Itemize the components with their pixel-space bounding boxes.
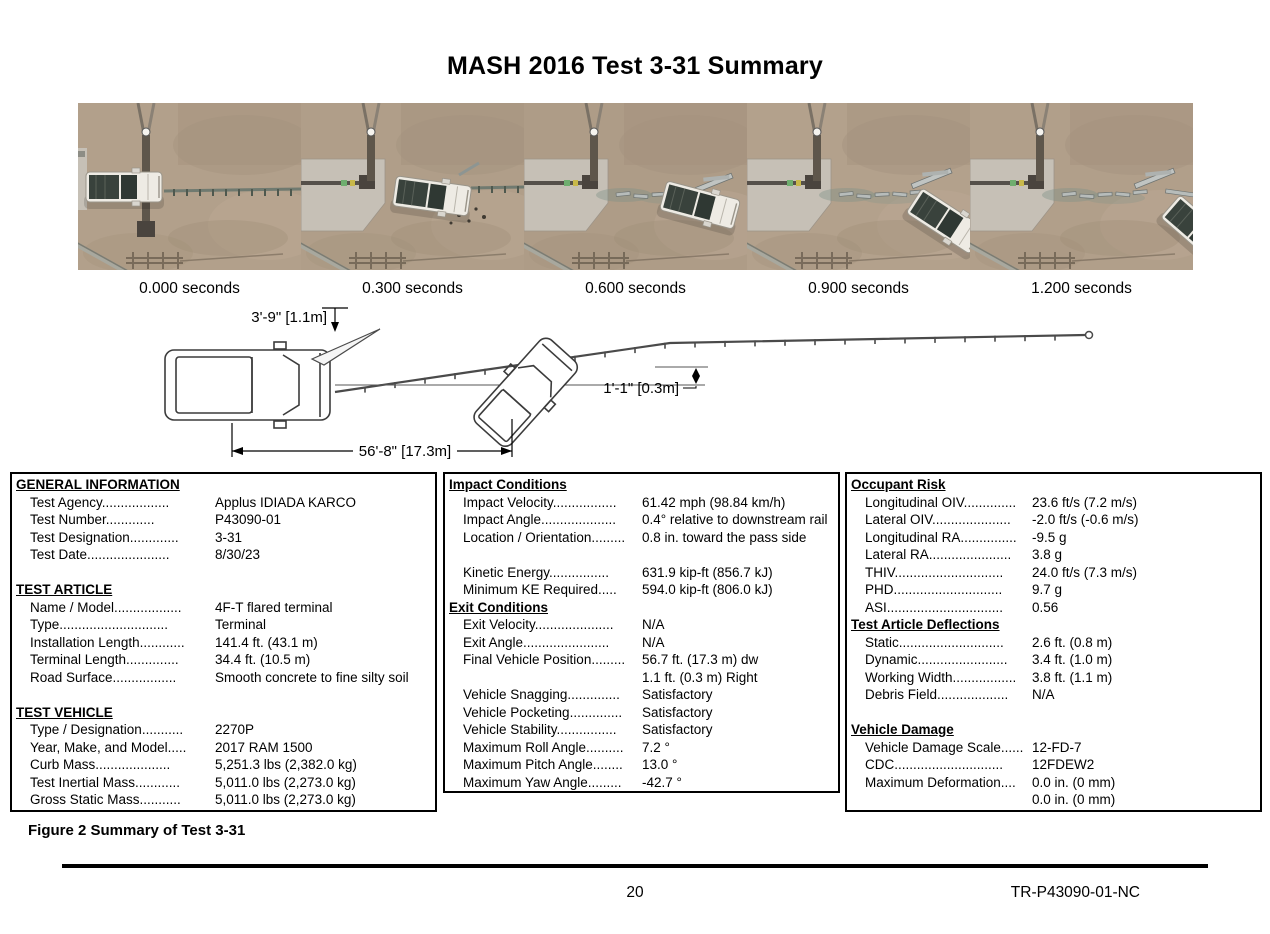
row-value: 1.1 ft. (0.3 m) Right — [642, 669, 758, 685]
row-value: 9.7 g — [1032, 582, 1063, 597]
row-value: Satisfactory — [642, 704, 713, 720]
row-value: N/A — [1032, 687, 1055, 702]
row-value: 5,011.0 lbs (2,273.0 kg) — [215, 774, 356, 790]
data-row — [847, 669, 1260, 687]
row-value: 4F-T flared terminal — [215, 599, 333, 615]
page-number: 20 — [626, 884, 644, 901]
row-label: Vehicle Snagging.............. — [463, 687, 620, 702]
row-value: -42.7 ° — [642, 774, 682, 790]
data-row — [847, 651, 1260, 669]
section-gap — [847, 704, 1260, 722]
crash-photo-frame-2 — [301, 103, 524, 270]
footer-rule — [62, 864, 1208, 868]
section-header: Vehicle Damage — [851, 722, 954, 737]
row-value: -9.5 g — [1032, 529, 1067, 545]
crash-photo-frame-5 — [970, 103, 1193, 270]
data-row — [445, 634, 838, 652]
data-row — [847, 494, 1260, 512]
row-label: Maximum Yaw Angle......... — [463, 774, 622, 790]
section-header: TEST ARTICLE — [16, 582, 113, 597]
row-label: Test Agency.................. — [30, 494, 170, 510]
row-value: 24.0 ft/s (7.3 m/s) — [1032, 564, 1138, 580]
lateral-offset-label: 1'-1" [0.3m] — [603, 380, 679, 397]
terminal-flare — [312, 329, 380, 365]
row-label: THIV............................. — [865, 564, 1004, 580]
data-row — [12, 599, 435, 617]
data-row — [12, 791, 435, 809]
row-value: 34.4 ft. (10.5 m) — [215, 652, 311, 667]
row-value: 0.8 in. toward the pass side — [642, 529, 807, 545]
row-value: N/A — [642, 617, 665, 632]
section-header: Impact Conditions — [449, 477, 567, 492]
row-value: Satisfactory — [642, 722, 713, 737]
section-header: Test Article Deflections — [851, 617, 1000, 632]
row-value: 3-31 — [215, 529, 243, 545]
row-label: Exit Velocity..................... — [463, 617, 614, 632]
data-row — [12, 494, 435, 512]
row-label: Test Inertial Mass............ — [30, 774, 181, 790]
data-row — [12, 511, 435, 529]
data-row — [847, 756, 1260, 774]
section-header: Exit Conditions — [449, 599, 548, 615]
row-label: Kinetic Energy................ — [463, 564, 610, 580]
row-value: 0.56 — [1032, 599, 1059, 615]
section-header: TEST VEHICLE — [16, 704, 113, 720]
row-value: P43090-01 — [215, 512, 282, 527]
row-label: Longitudinal RA............... — [865, 529, 1017, 545]
row-value: 0.4° relative to downstream rail — [642, 512, 828, 527]
figure-caption: Figure 2 Summary of Test 3-31 — [28, 822, 246, 839]
section-header: Occupant Risk — [851, 477, 946, 492]
row-label: Type / Designation........... — [30, 722, 184, 737]
row-value: 23.6 ft/s (7.2 m/s) — [1032, 494, 1138, 510]
data-row — [847, 529, 1260, 547]
data-row — [445, 511, 838, 529]
photo-timestamp: 1.200 seconds — [1031, 280, 1132, 297]
row-label: PHD............................. — [865, 582, 1003, 597]
crash-photo-frame-1 — [78, 103, 301, 270]
row-label: Impact Velocity................. — [463, 494, 617, 510]
data-row — [445, 721, 838, 739]
data-row — [12, 774, 435, 792]
row-value: Satisfactory — [642, 687, 713, 702]
final-vehicle-plan — [466, 331, 586, 454]
row-label: Final Vehicle Position......... — [463, 652, 626, 667]
data-row — [445, 529, 838, 547]
data-row — [847, 739, 1260, 757]
row-value: 594.0 kip-ft (806.0 kJ) — [642, 582, 773, 597]
row-value: 8/30/23 — [215, 547, 261, 562]
data-row — [445, 564, 838, 582]
row-label: Vehicle Stability................ — [463, 722, 617, 737]
row-value: 141.4 ft. (43.1 m) — [215, 634, 318, 650]
downstream-distance-label: 56'-8" [17.3m] — [358, 443, 452, 460]
row-label: Type............................. — [30, 617, 169, 632]
row-value: 2270P — [215, 722, 255, 737]
row-label: Vehicle Pocketing.............. — [463, 704, 623, 720]
row-value: Terminal — [215, 617, 267, 632]
data-row — [12, 669, 435, 687]
row-value: 12FDEW2 — [1032, 757, 1095, 772]
impact-exit-conditions-column — [443, 472, 840, 793]
data-row — [445, 686, 838, 704]
row-value: 631.9 kip-ft (856.7 kJ) — [642, 564, 773, 580]
row-label: Maximum Deformation.... — [865, 774, 1016, 790]
data-row — [12, 616, 435, 634]
photo-timestamp: 0.900 seconds — [808, 280, 909, 297]
photo-timestamp: 0.600 seconds — [585, 280, 686, 297]
crash-photo-frame-3 — [524, 103, 747, 270]
data-row — [12, 739, 435, 757]
row-label: Test Designation............. — [30, 529, 179, 545]
page-title: MASH 2016 Test 3-31 Summary — [447, 52, 823, 80]
row-label: Minimum KE Required..... — [463, 582, 617, 597]
section-gap — [12, 686, 435, 704]
data-row — [847, 791, 1260, 809]
data-row — [12, 651, 435, 669]
data-row — [847, 774, 1260, 792]
general-information-column — [10, 472, 437, 812]
row-value: 3.8 g — [1032, 547, 1063, 562]
test-vehicle — [84, 168, 164, 209]
row-value: 13.0 ° — [642, 757, 678, 772]
row-value: 0.0 in. (0 mm) — [1032, 792, 1116, 807]
row-label: Test Date...................... — [30, 547, 170, 562]
data-row — [12, 756, 435, 774]
row-value: 5,251.3 lbs (2,382.0 kg) — [215, 757, 357, 772]
data-row — [445, 739, 838, 757]
row-label: Debris Field................... — [865, 687, 1009, 702]
data-row — [445, 756, 838, 774]
row-label: Maximum Pitch Angle........ — [463, 757, 623, 772]
data-row — [12, 546, 435, 564]
impact-trajectory-diagram — [150, 305, 1110, 465]
row-label: Installation Length............ — [30, 634, 185, 650]
row-label: Gross Static Mass........... — [30, 792, 181, 807]
row-value: 3.4 ft. (1.0 m) — [1032, 652, 1113, 667]
row-label: Exit Angle....................... — [463, 634, 610, 650]
data-row — [847, 634, 1260, 652]
row-value: 56.7 ft. (17.3 m) dw — [642, 652, 759, 667]
data-row — [847, 564, 1260, 582]
row-value: 7.2 ° — [642, 739, 670, 755]
data-row — [12, 721, 435, 739]
row-label: Road Surface................. — [30, 669, 177, 685]
data-row — [847, 686, 1260, 704]
flare-offset-label: 3'-9" [1.1m] — [251, 309, 327, 326]
crash-photo-strip — [78, 103, 1193, 270]
row-value: -2.0 ft/s (-0.6 m/s) — [1032, 512, 1139, 527]
occupant-risk-column — [845, 472, 1262, 812]
row-value: 12-FD-7 — [1032, 739, 1082, 755]
section-gap — [12, 564, 435, 582]
row-value: 5,011.0 lbs (2,273.0 kg) — [215, 792, 356, 807]
row-label: CDC............................. — [865, 757, 1004, 772]
row-label: Working Width................. — [865, 669, 1017, 685]
row-label: Maximum Roll Angle.......... — [463, 739, 624, 755]
row-value: Applus IDIADA KARCO — [215, 494, 357, 510]
row-label: Lateral OIV..................... — [865, 512, 1011, 527]
row-label: Terminal Length.............. — [30, 652, 179, 667]
data-row — [847, 581, 1260, 599]
data-row — [12, 634, 435, 652]
photo-timestamp: 0.300 seconds — [362, 280, 463, 297]
row-value: 2.6 ft. (0.8 m) — [1032, 634, 1113, 650]
section-header: GENERAL INFORMATION — [16, 477, 180, 492]
photo-timestamp: 0.000 seconds — [139, 280, 240, 297]
row-label: Location / Orientation......... — [463, 529, 626, 545]
guardrail-line — [335, 332, 1093, 393]
row-label: ASI............................... — [865, 599, 1004, 615]
row-gap — [445, 546, 838, 564]
data-row — [445, 581, 838, 599]
row-label: Longitudinal OIV.............. — [865, 494, 1017, 510]
data-row — [12, 529, 435, 547]
data-row — [847, 546, 1260, 564]
crash-photo-frame-4 — [747, 103, 970, 270]
data-row — [445, 494, 838, 512]
row-value: Smooth concrete to fine silty soil — [215, 669, 409, 685]
data-row — [847, 599, 1260, 617]
data-row — [445, 704, 838, 722]
row-value: 0.0 in. (0 mm) — [1032, 774, 1116, 790]
row-label: Test Number............. — [30, 512, 155, 527]
row-value: 3.8 ft. (1.1 m) — [1032, 669, 1113, 685]
data-row — [445, 774, 838, 792]
row-label: Static............................ — [865, 634, 1004, 650]
row-label: Impact Angle.................... — [463, 512, 617, 527]
photo-timestamps — [78, 280, 1193, 298]
row-label: Dynamic........................ — [865, 652, 1008, 667]
report-number: TR-P43090-01-NC — [1010, 884, 1140, 901]
row-label: Curb Mass.................... — [30, 757, 171, 772]
data-row — [445, 616, 838, 634]
initial-vehicle-plan — [165, 342, 330, 428]
data-row — [445, 669, 838, 687]
data-row — [445, 651, 838, 669]
row-label: Name / Model.................. — [30, 599, 182, 615]
row-value: 61.42 mph (98.84 km/h) — [642, 494, 786, 510]
row-value: 2017 RAM 1500 — [215, 739, 313, 755]
row-label: Lateral RA...................... — [865, 547, 1012, 562]
row-value: N/A — [642, 634, 665, 650]
data-row — [847, 511, 1260, 529]
row-label: Year, Make, and Model..... — [30, 739, 187, 755]
row-label: Vehicle Damage Scale...... — [865, 739, 1024, 755]
